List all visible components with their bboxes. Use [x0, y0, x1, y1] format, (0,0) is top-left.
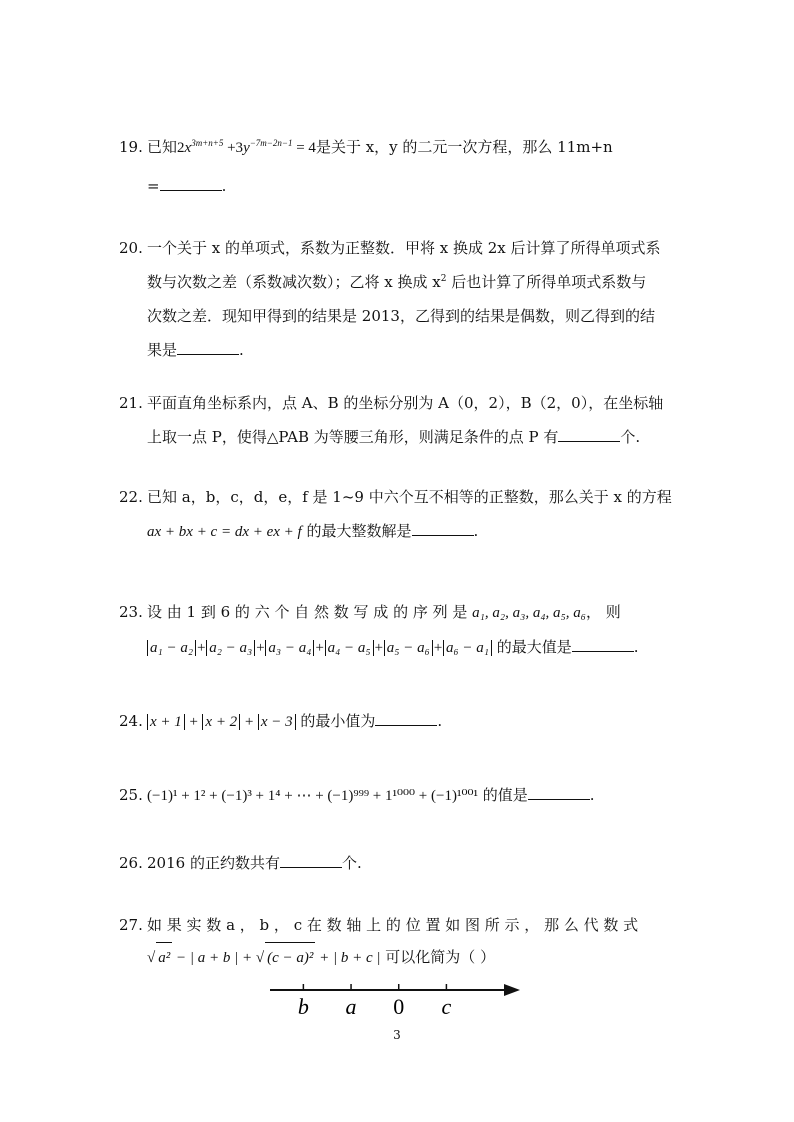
question-27: 27. 如 果 实 数 a ， b ， c 在 数 轴 上 的 位 置 如 图 所 示 ， 那 么 代 数 式 √ a² − | a + b | + √ (c − a)² + | b + c | 可以化简为（ ）: [119, 910, 679, 973]
question-number: 23.: [119, 603, 143, 621]
question-26: 26. 2016 的正约数共有 个.: [119, 848, 679, 878]
sequence: a₁, a₂, a₃, a₄, a₅, a₆: [472, 605, 586, 621]
answer-blank[interactable]: [572, 637, 634, 652]
question-number: 26.: [119, 854, 143, 872]
question-number: 21.: [119, 394, 143, 412]
question-number: 27.: [119, 916, 143, 934]
answer-blank[interactable]: [177, 340, 239, 355]
number-line: [270, 978, 530, 1022]
question-24: 24. x + 1 + x + 2 + x − 3 的最小值为 .: [119, 706, 679, 737]
axis-arrow: [504, 984, 520, 996]
question-19: 19. 已知$2x^{3m+n+5} +3y^{-7m-2n-1} = 4$是关于 x，y 的二元一次方程，那么 11m+n = .: [119, 132, 679, 201]
equation: ax + bx + c = dx + ex + f: [147, 524, 302, 540]
answer-blank[interactable]: [280, 853, 342, 868]
equation: $2x^{3m+n+5} +3y^{-7m-2n-1} = 4$: [177, 138, 316, 156]
question-20: 20. 一个关于 x 的单项式，系数为正整数．甲将 x 换成 2x 后计算了所得单项式系 数与次数之差（系数减次数）；乙将 x 换成 $x^2$ 后也计算了所得单项式系数与 次数之差．现知甲得到的结果是 2013，乙得到的结果是偶数，则乙得到的结 果是 .: [119, 233, 679, 365]
question-25: 25. (−1)¹ + 1² + (−1)³ + 1⁴ + ⋯ + (−1)⁹⁹⁹ + 1¹⁰⁰⁰ + (−1)¹⁰⁰¹ 的值是 .: [119, 780, 679, 811]
question-number: 19.: [119, 138, 143, 156]
abs-sum: a₁ − a₂ + a₂ − a₃ + a₃ − a₄ + a₄ − a₅ + a₅ − a₆ + a₆ − a₁: [147, 640, 492, 656]
answer-blank[interactable]: [558, 427, 620, 442]
tick-label: b: [297, 994, 309, 1019]
abs-sum: x + 1 + x + 2 + x − 3: [147, 714, 296, 730]
answer-blank[interactable]: [528, 785, 590, 800]
page-number: 3: [393, 1028, 401, 1042]
tick-label: 0: [393, 994, 405, 1019]
question-number: 22.: [119, 488, 143, 506]
question-21: 21. 平面直角坐标系内，点 A、B 的坐标分别为 A（0，2），B（2，0），在坐标轴 上取一点 P，使得△PAB 为等腰三角形，则满足条件的点 P 有 个.: [119, 388, 679, 452]
tick-label: c: [441, 994, 452, 1019]
question-23: 23. 设 由 1 到 6 的 六 个 自 然 数 写 成 的 序 列 是 a₁, a₂, a₃, a₄, a₅, a₆， 则 a₁ − a₂ + a₂ − a₃ + a₃ − a₄ + a₄ − a₅ + a₅ − a₆ + a₆ − a₁ 的最大值是 .: [119, 597, 679, 663]
answer-blank[interactable]: [375, 711, 437, 726]
question-22: 22. 已知 a，b，c，d，e，f 是 1~9 中六个互不相等的正整数，那么关于 x 的方程 ax + bx + c = dx + ex + f 的最大整数解是 .: [119, 482, 679, 547]
question-number: 24.: [119, 712, 143, 730]
series-expression: (−1)¹ + 1² + (−1)³ + 1⁴ + ⋯ + (−1)⁹⁹⁹ + 1¹⁰⁰⁰ + (−1)¹⁰⁰¹: [147, 788, 478, 804]
question-number: 20.: [119, 239, 143, 257]
answer-blank[interactable]: [412, 521, 474, 536]
question-number: 25.: [119, 786, 143, 804]
answer-blank[interactable]: [160, 176, 222, 191]
algebraic-expression: √ a² − | a + b | + √ (c − a)² + | b + c |: [147, 950, 381, 966]
tick-label: a: [345, 994, 357, 1019]
